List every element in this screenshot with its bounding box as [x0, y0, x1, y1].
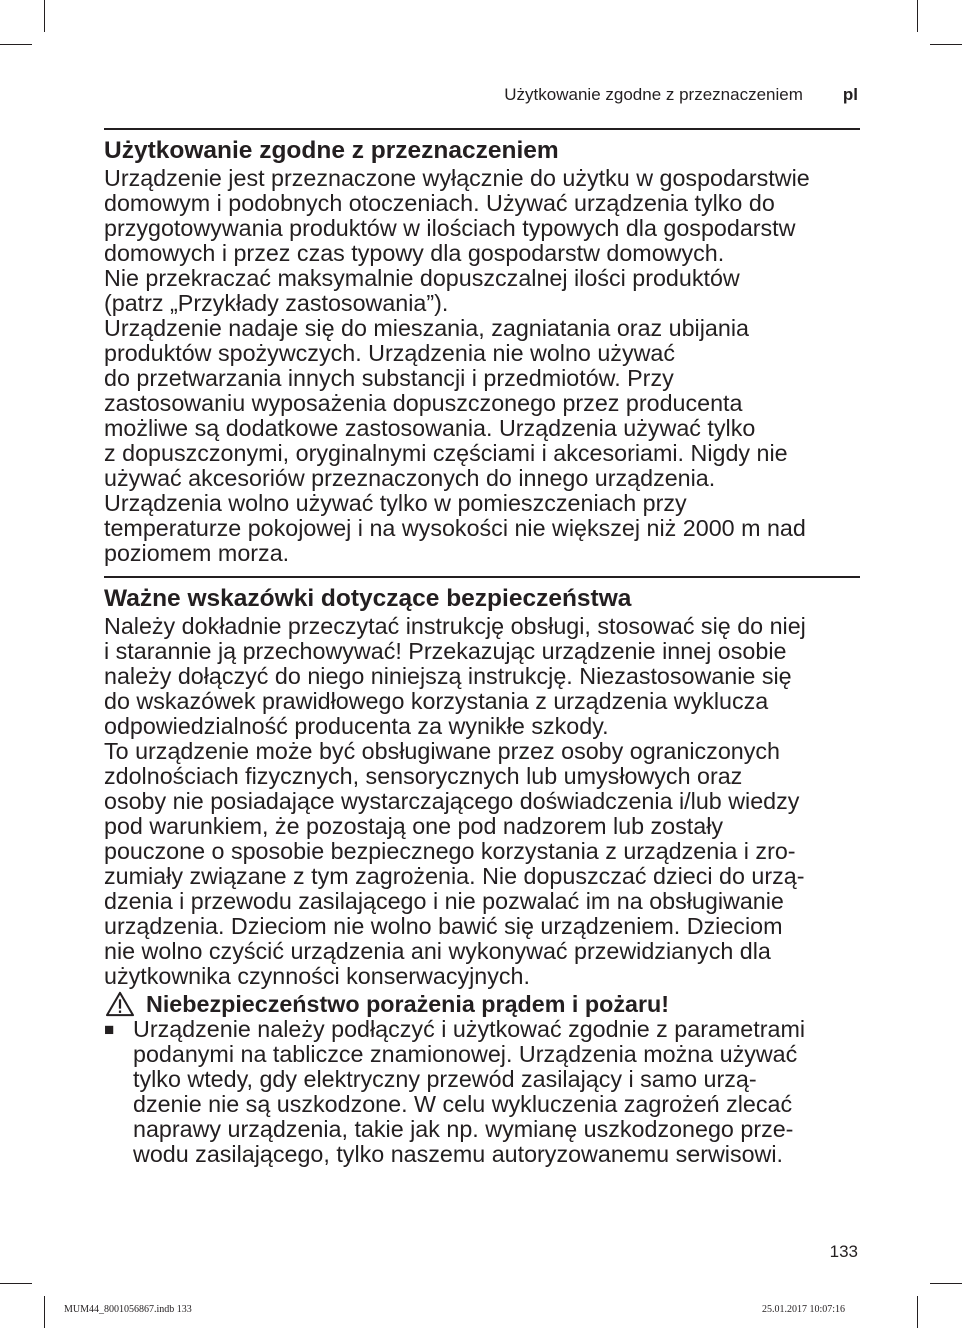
intended-use-text: Urządzenie jest przeznaczone wyłącznie do użytku w gospodarstwie domowym i podobnych otoczeniach. Używać urządzenia tylko do przygotowywania produktów w ilościach typowych dla gospodarstw domowych i przez czas typowy dla gospodarstw domowych. Nie przekraczać maksymalnie dopuszczalnej ilości produktów (patrz „Przykłady zastosowania”). Urządzenie nadaje się do mieszania, zagniatania oraz ubijania produktów spożywczych. Urządzenia nie wolno używać do przetwarzania innych substancji i przedmiotów. Przy zastosowaniu wyposażenia dopuszczonego przez producenta możliwe są dodatkowe zastosowania. Urządzenia używać tylko z dopuszczonymi, oryginalnymi częściami i akcesoriami. Nigdy nie używać akcesoriów przeznaczonych do innego urządzenia. Urządzenia wolno używać tylko w pomieszczeniach przy temperaturze pokojowej i na wysokości nie większej niż 2000 m nad poziomem morza.: [104, 165, 810, 566]
imprint-timestamp: 25.01.2017 10:07:16: [762, 1304, 846, 1315]
warning-triangle-icon: [104, 991, 136, 1017]
crop-mark: [0, 1283, 32, 1284]
page-content: [104, 128, 860, 1167]
warning-title: Niebezpieczeństwo porażenia prądem i pożaru!: [146, 990, 669, 1017]
running-header: [504, 84, 858, 106]
crop-mark: [44, 0, 45, 32]
crop-mark: [930, 1283, 962, 1284]
warning-heading: [104, 991, 860, 1017]
crop-mark: [917, 0, 918, 32]
list-item: [104, 1017, 860, 1167]
imprint-file: MUM44_8001056867.indb 133: [64, 1304, 192, 1315]
warning-item-text: Urządzenie należy podłączyć i użytkować zgodnie z parametrami podanymi na tabliczce znamionowej. Urządzenia można używać tylko wtedy, gdy elektryczny przewód zasilający i samo urzą- dzenie nie są uszkodzone. W celu wykluczenia zagrożeń zlecać naprawy urządzenia, takie jak np. wymianę uszkodzonego prze- wodu zasilającego, tylko naszemu autoryzowanemu serwisowi.: [133, 1016, 806, 1167]
section-divider: [104, 128, 860, 130]
safety-text: Należy dokładnie przeczytać instrukcję obsługi, stosować się do niej i starannie ją przechowywać! Przekazując urządzenie innej osobie należy dołączyć do niego niniejszą instrukcję. Niezastosowanie się do wskazówek prawidłowego korzystania z urządzenia wyklucza odpowiedzialność producenta za wynikłe szkody. To urządzenie może być obsługiwane przez osoby ograniczonych zdolnościach fizycznych, sensorycznych lub umysłowych oraz osoby nie posiadające wystarczającego doświadczenia i/lub wiedzy pod warunkiem, że pozostają one pod nadzorem lub zostały pouczone o sposobie bezpiecznego korzystania z urządzenia i zro- zumiały związane z tym zagrożenia. Nie dopuszczać dzieci do urzą- dzenia i przewodu zasilającego i nie pozwalać im na obsługiwanie urządzenia. Dzieciom nie wolno bawić się urządzeniem. Dzieciom nie wolno czyścić urządzenia ani wykonywać przewidzianych dla użytkownika czynności konserwacyjnych.: [104, 613, 806, 989]
running-header-title: Użytkowanie zgodne z przeznaczeniem: [504, 85, 803, 104]
section-title-safety: Ważne wskazówki dotyczące bezpieczeństwa: [104, 585, 632, 612]
section-divider: [104, 576, 860, 578]
bullet-square-icon: ■: [104, 1020, 115, 1039]
crop-mark: [917, 1296, 918, 1328]
crop-mark: [0, 44, 32, 45]
language-code: pl: [842, 85, 858, 104]
section-title-intended-use: Użytkowanie zgodne z przeznaczeniem: [104, 137, 559, 164]
crop-mark: [930, 44, 962, 45]
crop-mark: [44, 1296, 45, 1328]
page-number: 133: [829, 1242, 858, 1261]
